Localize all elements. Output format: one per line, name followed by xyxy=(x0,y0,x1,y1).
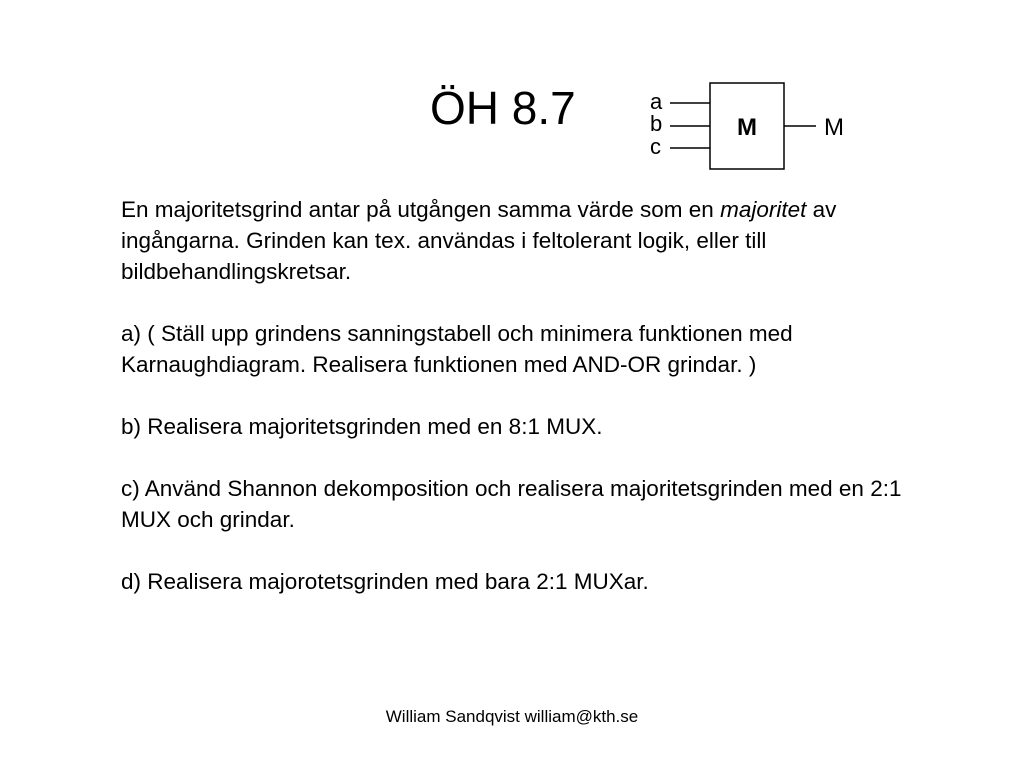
task-d: d) Realisera majorotetsgrinden med bara 2:1 MUXar. xyxy=(121,569,649,594)
intro-text-end: av ingångarna. Grinden kan tex. användas i feltolerant logik, eller till bildbehandlingskretsar. xyxy=(121,197,837,284)
task-a: a) ( Ställ upp grindens sanningstabell och minimera funktionen med Karnaughdiagram. Realisera funktionen med AND-OR grindar. ) xyxy=(121,321,793,377)
gate-input-b-label: b xyxy=(650,111,663,136)
intro-emphasis: majoritet xyxy=(720,197,807,222)
gate-block-label: M xyxy=(737,114,757,141)
task-c: c) Använd Shannon dekomposition och realisera majoritetsgrinden med en 2:1 MUX och grindar. xyxy=(121,476,902,532)
intro-paragraph xyxy=(121,194,921,287)
footer-author: William Sandqvist william@kth.se xyxy=(385,707,639,726)
slide-title: ÖH 8.7 xyxy=(430,82,576,134)
gate-output-label: M xyxy=(824,114,844,141)
task-b: b) Realisera majoritetsgrinden med en 8:1 MUX. xyxy=(121,414,603,439)
majority-gate-diagram xyxy=(648,80,858,172)
gate-input-c-label: c xyxy=(650,134,661,159)
slide-body xyxy=(121,194,921,597)
majority-gate-svg xyxy=(648,80,858,172)
intro-text-start: En majoritetsgrind antar på utgången samma värde som en xyxy=(121,197,721,222)
gate-input-a-label: a xyxy=(650,89,663,114)
